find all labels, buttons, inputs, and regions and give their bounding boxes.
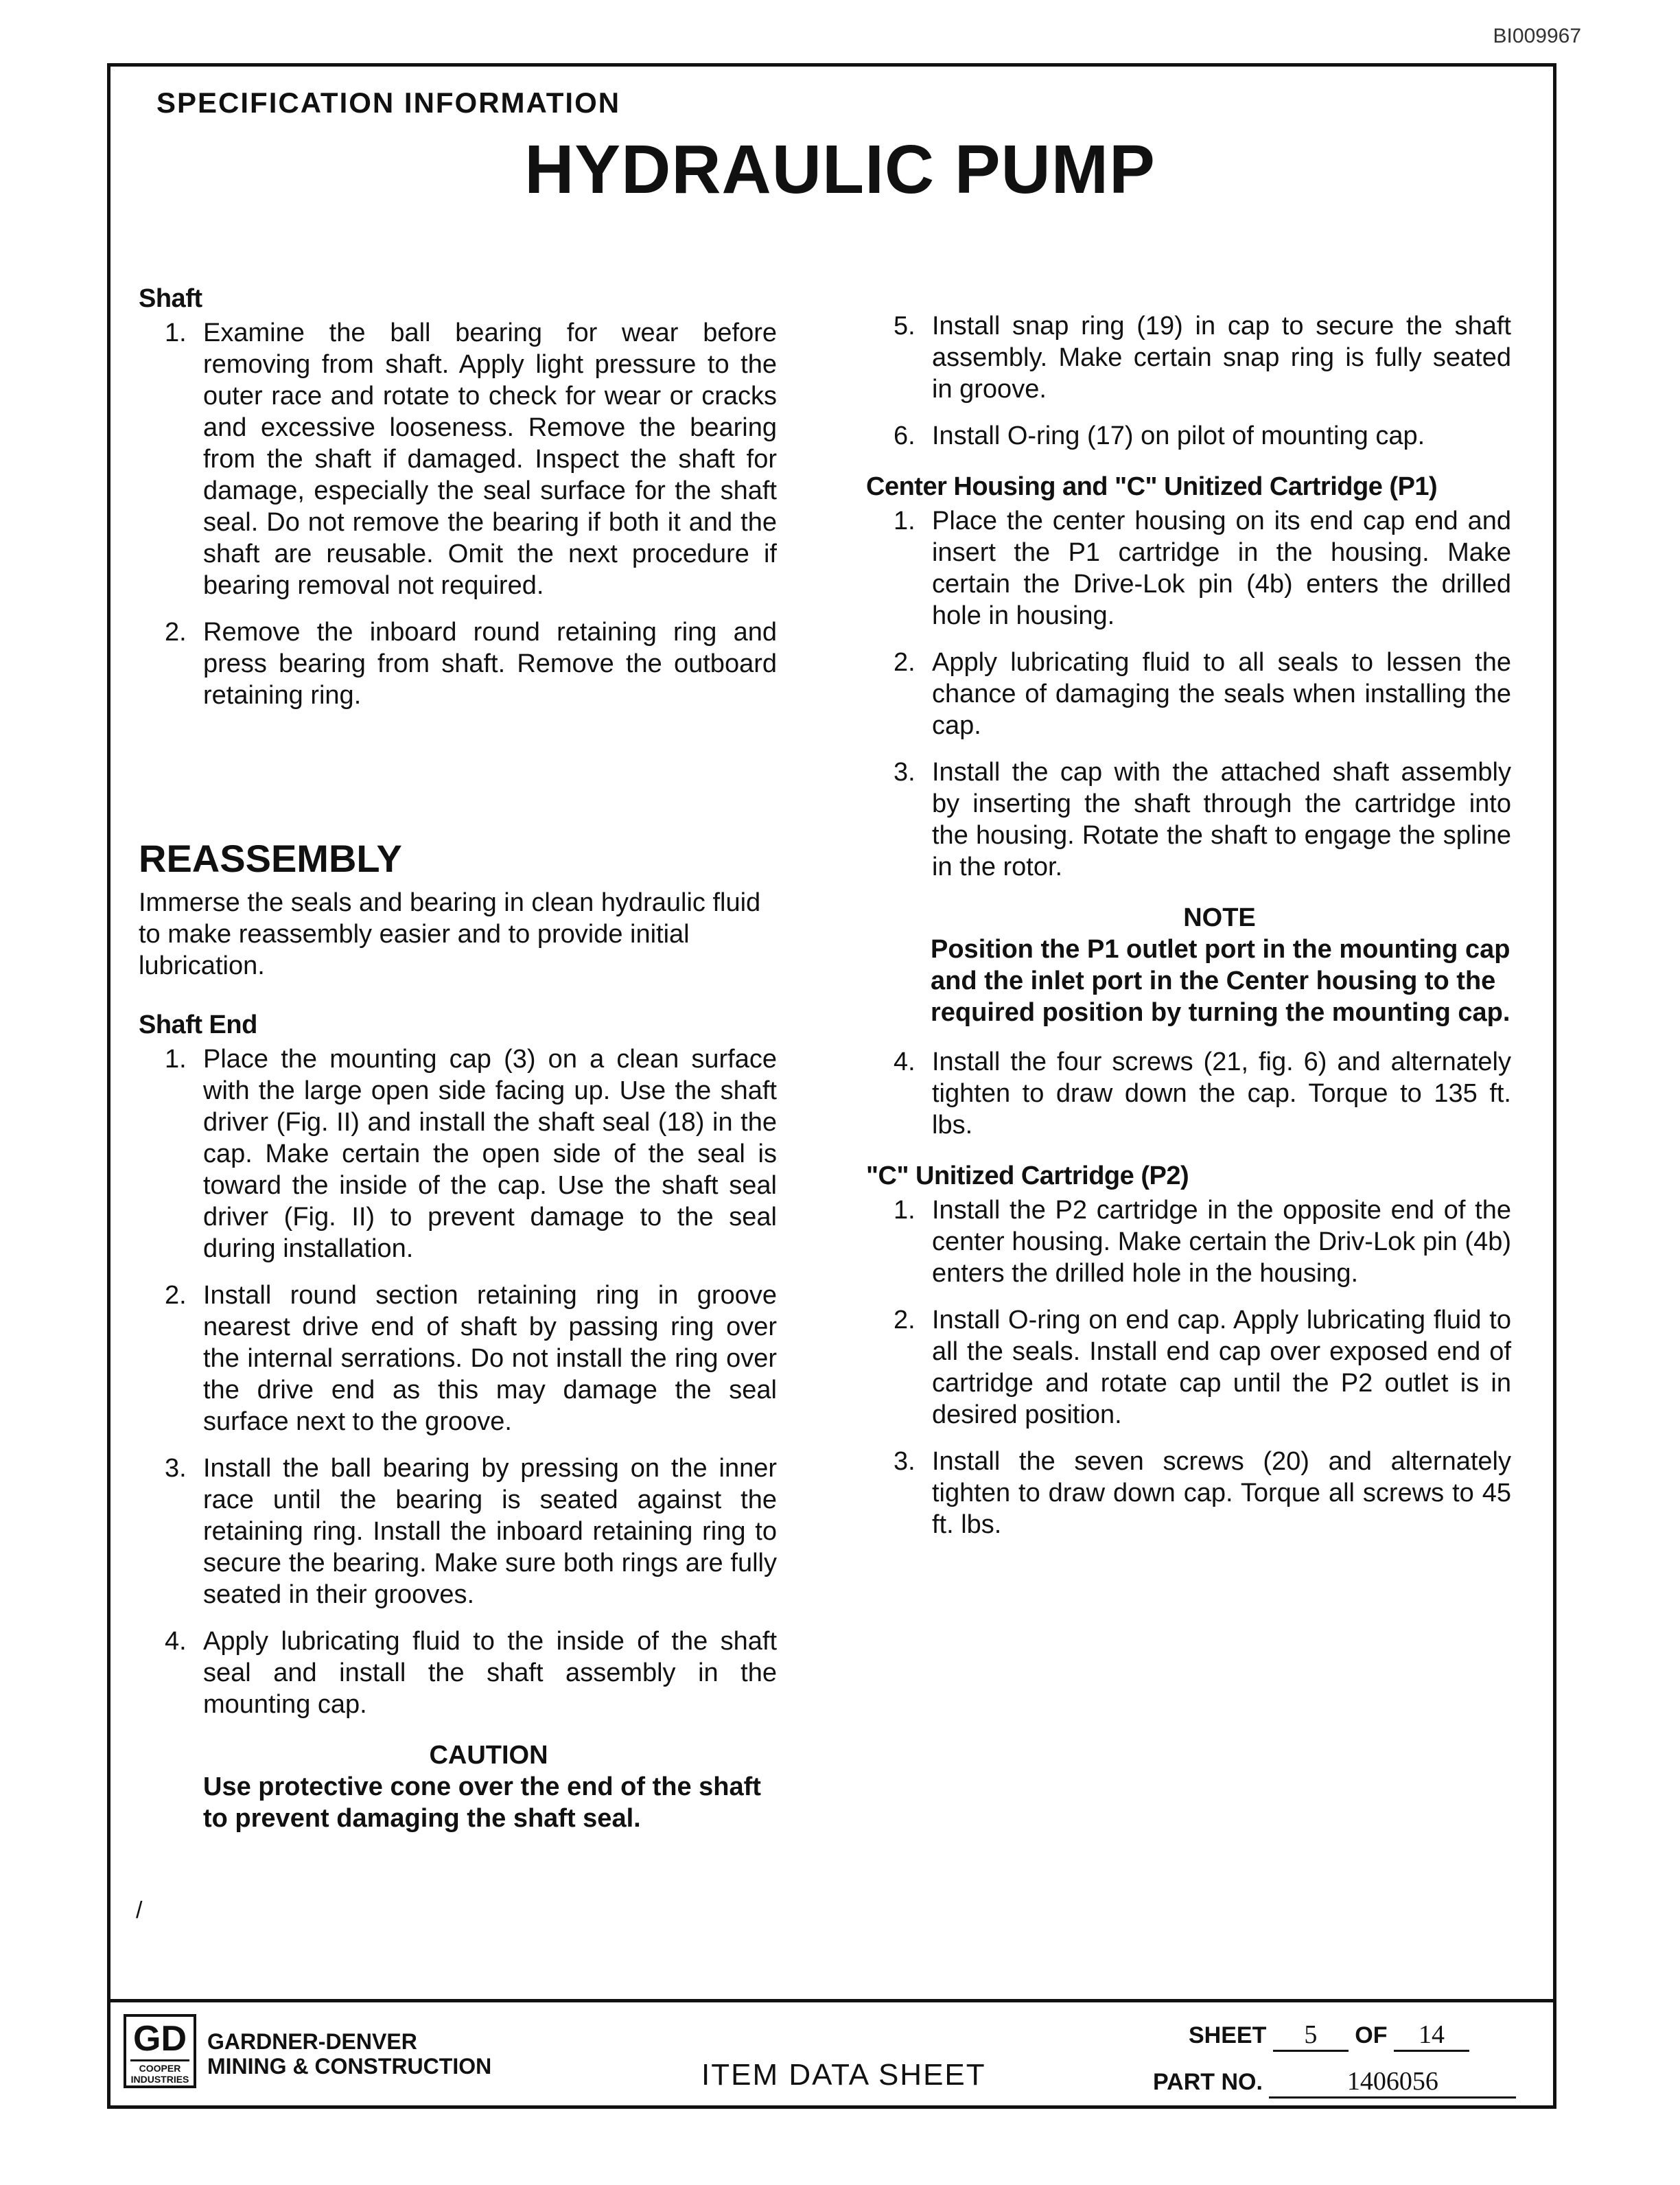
right-column (866, 310, 1511, 1560)
list-item: 3. Install the seven screws (20) and alternately tighten to draw down cap. Torque all screws to 45 ft. lbs. (894, 1447, 1511, 1539)
cartridge-p2-steps (866, 1194, 1511, 1540)
spacer (139, 730, 777, 843)
list-item: 2. Install round section retaining ring in groove nearest drive end of shaft by passing ring over the internal serrations. Do not install the ring over the drive end as this may damage the seal surface next to the groove. (165, 1281, 777, 1436)
list-item: 1. Place the mounting cap (3) on a clean surface with the large open side facing up. Use the shaft driver (Fig. II) and install the shaft seal (18) in the cap. Make certain the open side of the seal is toward the inside of the cap. Use the shaft seal driver (Fig. II) to prevent damage to the seal during installation. (165, 1045, 777, 1263)
center-housing-heading: Center Housing and "C" Unitized Cartridge (P1) (866, 472, 1438, 501)
stray-mark: / (136, 1897, 143, 1923)
company-name: GARDNER-DENVER MINING & CONSTRUCTION (207, 2029, 492, 2079)
caution-title: CAUTION (429, 1741, 548, 1770)
list-item: 6. Install O-ring (17) on pilot of mounting cap. (894, 421, 1425, 450)
page-title: HYDRAULIC PUMP (524, 131, 1156, 208)
part-number: PART NO. 1406056 (1153, 2066, 1516, 2099)
document-id: BI009967 (1493, 25, 1581, 47)
item-data-sheet-label: ITEM DATA SHEET (701, 2058, 986, 2092)
list-item: 3. Install the cap with the attached shaft assembly by inserting the shaft through the cartridge into the housing. Rotate the shaft to engage the spline in the rotor. (894, 758, 1511, 881)
list-item: 2. Remove the inboard round retaining ring and press bearing from shaft. Remove the outboard retaining ring. (165, 618, 777, 710)
footer-divider (107, 1999, 1556, 2002)
logo-subtext: COOPER INDUSTRIES (130, 2059, 189, 2085)
list-item: 5. Install snap ring (19) in cap to secure the shaft assembly. Make certain snap ring is fully seated in groove. (894, 312, 1511, 404)
sheet-current: 5 (1273, 2020, 1349, 2052)
cartridge-p2-heading: "C" Unitized Cartridge (P2) (866, 1161, 1189, 1190)
sheet-number: SHEET 5 OF 14 (1189, 2020, 1469, 2052)
list-item: 1. Place the center housing on its end cap end and insert the P1 cartridge in the housing. Make certain the Drive-Lok pin (4b) enters the drilled hole in housing. (894, 507, 1511, 630)
list-item: 1. Examine the ball bearing for wear before removing from shaft. Apply light pressure to the outer race and rotate to check for wear or cracks and excessive looseness. Remove the bearing from the shaft if damaged. Inspect the shaft for damage, especially the seal surface for the shaft seal. Do not remove the bearing if both it and the shaft are reusable. Omit the next procedure if bearing removal not required. (165, 319, 777, 600)
list-item: 4. Apply lubricating fluid to the inside of the shaft seal and install the shaft assembly in the mounting cap. (165, 1627, 777, 1719)
logo-mark: GD (133, 2019, 187, 2059)
list-item: 4. Install the four screws (21, fig. 6) and alternately tighten to draw down the cap. Torque to 135 ft. lbs. (894, 1048, 1511, 1140)
left-column (139, 283, 777, 1852)
list-item: 2. Apply lubricating fluid to all seals to lessen the chance of damaging the seals when installing the cap. (894, 648, 1511, 740)
note-text: Position the P1 outlet port in the mounting cap and the inlet port in the Center housing to the required position by turning the mounting cap. (931, 935, 1510, 1027)
sheet-total: 14 (1394, 2020, 1469, 2052)
center-housing-steps-after-note (866, 1046, 1511, 1141)
shaft-heading: Shaft (139, 284, 202, 313)
company-logo (124, 2014, 196, 2088)
list-item: 3. Install the ball bearing by pressing on the inner race until the bearing is seated against the retaining ring. Install the inboard retaining ring to secure the bearing. Make sure both rings are fully seated in their grooves. (165, 1454, 777, 1609)
spec-label: SPECIFICATION INFORMATION (156, 86, 621, 119)
list-item: 1. Install the P2 cartridge in the opposite end of the center housing. Make certain the Driv-Lok pin (4b) enters the drilled hole in the housing. (894, 1196, 1511, 1288)
part-number-value: 1406056 (1269, 2066, 1516, 2099)
caution-text: Use protective cone over the end of the shaft to prevent damaging the shaft seal. (203, 1772, 761, 1833)
reassembly-heading: REASSEMBLY (139, 837, 402, 880)
list-item: 2. Install O-ring on end cap. Apply lubricating fluid to all the seals. Install end cap over exposed end of cartridge and rotate cap until the P2 outlet is in desired position. (894, 1306, 1511, 1429)
note-title: NOTE (1183, 903, 1256, 932)
shaft-end-steps (139, 1043, 777, 1720)
shaft-end-steps-continued (866, 310, 1511, 452)
shaft-end-heading: Shaft End (139, 1010, 257, 1039)
shaft-steps (139, 317, 777, 711)
reassembly-intro: Immerse the seals and bearing in clean hydraulic fluid to make reassembly easier and to provide initial lubrication. (139, 888, 761, 980)
center-housing-steps (866, 505, 1511, 883)
